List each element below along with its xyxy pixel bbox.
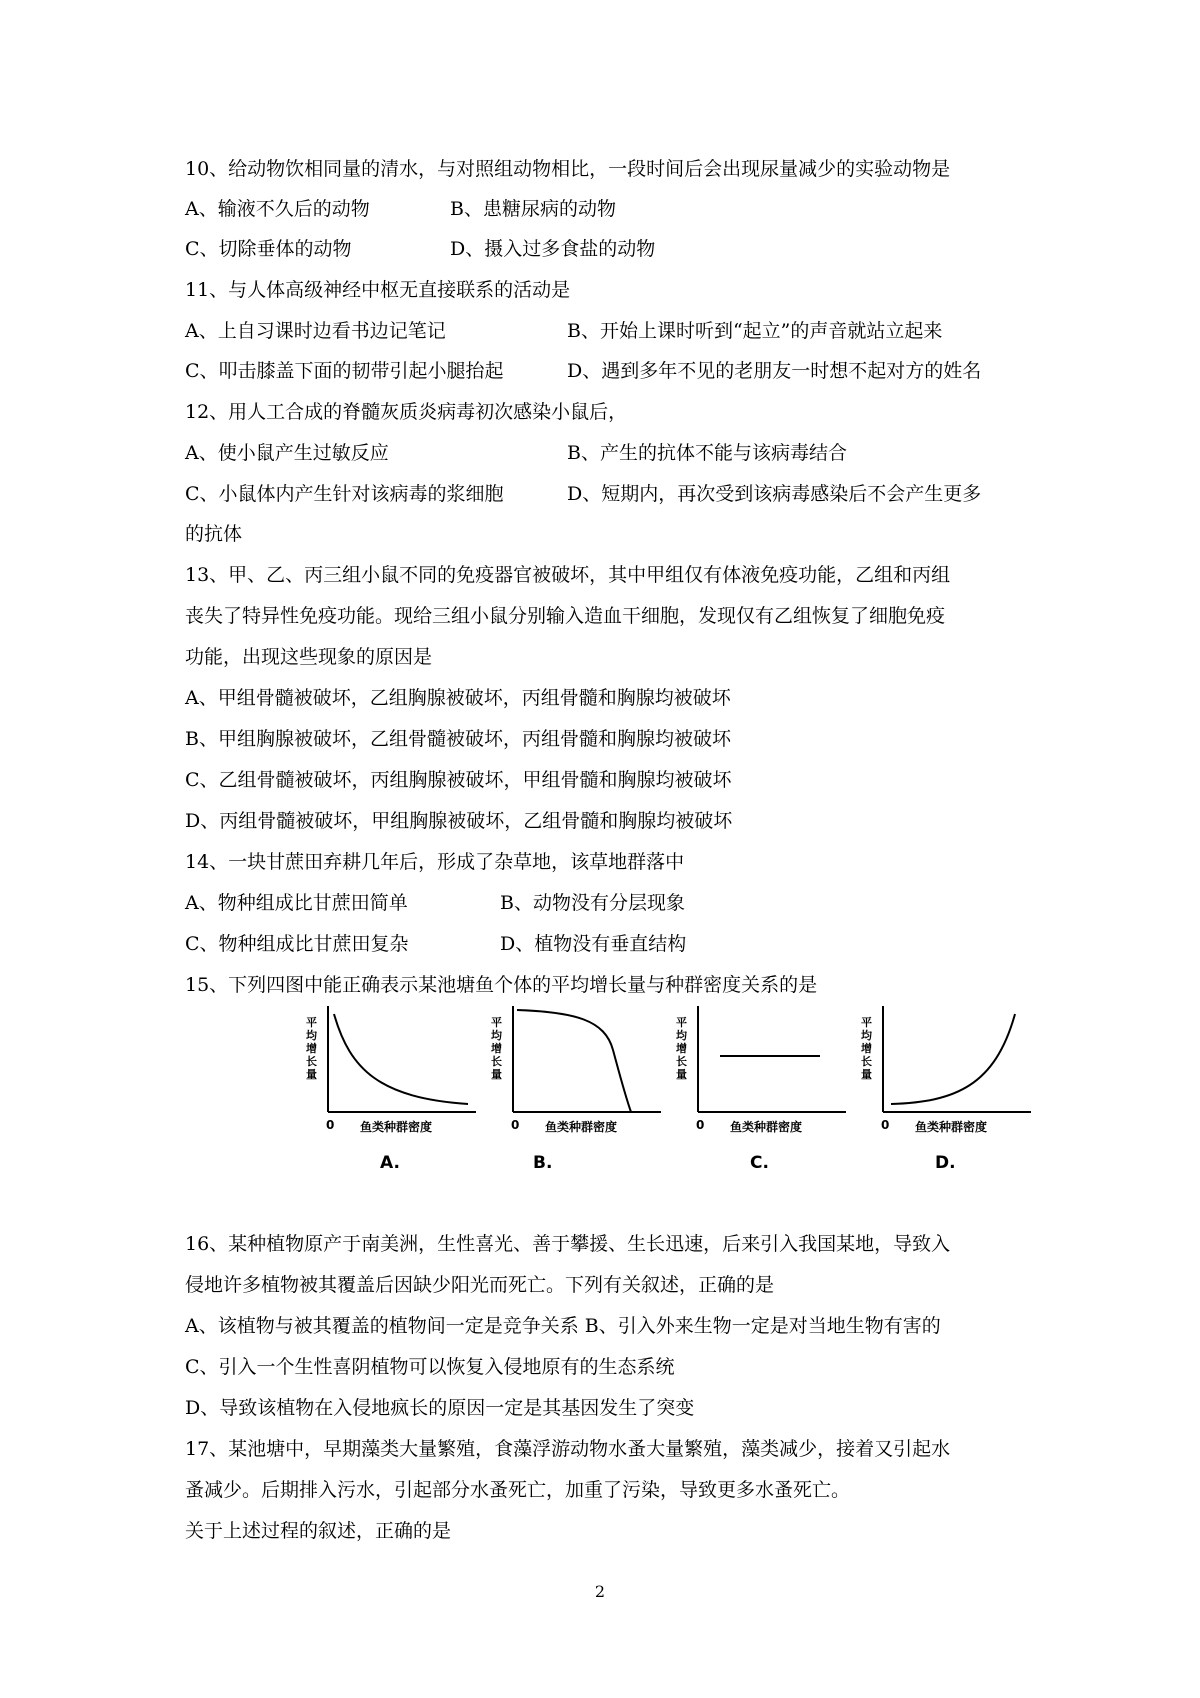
q14-option-d: D、植物没有垂直结构	[500, 933, 687, 955]
q13-stem-line1: 13、甲、乙、丙三组小鼠不同的免疫器官被破坏，其中甲组仅有体液免疫功能，乙组和丙组	[185, 564, 951, 586]
q11-option-d: D、遇到多年不见的老朋友一时想不起对方的姓名	[567, 360, 982, 382]
graph-d-curve	[891, 1014, 1015, 1104]
graph-d-label: D.	[935, 1153, 956, 1173]
q15-graphs	[300, 1000, 1060, 1190]
q13-option-b: B、甲组胸腺被破坏，乙组骨髓被破坏，丙组骨髓和胸腺均被破坏	[185, 728, 731, 750]
q16-options-ab: A、该植物与被其覆盖的植物间一定是竞争关系 B、引入外来生物一定是对当地生物有害的	[185, 1315, 941, 1337]
graph-b-xlabel: 鱼类种群密度	[545, 1120, 618, 1134]
q11-stem: 11、与人体高级神经中枢无直接联系的活动是	[185, 279, 571, 301]
q10-option-d: D、摄入过多食盐的动物	[450, 238, 656, 260]
q16-stem-line2: 侵地许多植物被其覆盖后因缺少阳光而死亡。下列有关叙述，正确的是	[185, 1274, 775, 1296]
graph-a-xlabel: 鱼类种群密度	[360, 1120, 433, 1134]
q12-option-d-continued: 的抗体	[185, 523, 243, 545]
graph-b-origin: 0	[511, 1118, 520, 1132]
q13-stem-line3: 功能，出现这些现象的原因是	[185, 646, 433, 668]
graph-c-origin: 0	[696, 1118, 705, 1132]
graph-c-ylabel: 平均增长量	[676, 1016, 687, 1081]
graph-c-label: C.	[750, 1153, 769, 1173]
graph-d-ylabel: 平均增长量	[861, 1016, 872, 1081]
q11-option-c: C、叩击膝盖下面的韧带引起小腿抬起	[185, 360, 504, 382]
q10-option-c: C、切除垂体的动物	[185, 238, 352, 260]
q17-stem-line1: 17、某池塘中，早期藻类大量繁殖，食藻浮游动物水蚤大量繁殖，藻类减少，接着又引起水	[185, 1438, 951, 1460]
q17-stem-line3: 关于上述过程的叙述，正确的是	[185, 1520, 452, 1542]
q14-option-a: A、物种组成比甘蔗田简单	[185, 892, 408, 914]
q12-option-d: D、短期内，再次受到该病毒感染后不会产生更多	[567, 483, 982, 505]
q11-option-a: A、上自习课时边看书边记笔记	[185, 320, 446, 342]
q14-option-b: B、动物没有分层现象	[500, 892, 685, 914]
q11-option-b: B、开始上课时听到“起立”的声音就站立起来	[567, 320, 943, 342]
graph-a	[300, 1000, 480, 1190]
graph-c	[670, 1000, 850, 1190]
q13-option-c: C、乙组骨髓被破坏，丙组胸腺被破坏，甲组骨髓和胸腺均被破坏	[185, 769, 732, 791]
graph-d-origin: 0	[881, 1118, 890, 1132]
q10-option-a: A、输液不久后的动物	[185, 198, 370, 220]
q17-stem-line2: 蚤减少。后期排入污水，引起部分水蚤死亡，加重了污染，导致更多水蚤死亡。	[185, 1479, 851, 1501]
graph-a-origin: 0	[326, 1118, 335, 1132]
q16-stem-line1: 16、某种植物原产于南美洲，生性喜光、善于攀援、生长迅速，后来引入我国某地，导致入	[185, 1233, 951, 1255]
q12-option-b: B、产生的抗体不能与该病毒结合	[567, 442, 847, 464]
graph-b-label: B.	[533, 1153, 553, 1173]
q13-option-d: D、丙组骨髓被破坏，甲组胸腺被破坏，乙组骨髓和胸腺均被破坏	[185, 810, 733, 832]
q12-option-c: C、小鼠体内产生针对该病毒的浆细胞	[185, 483, 504, 505]
graph-d-xlabel: 鱼类种群密度	[915, 1120, 988, 1134]
graph-b	[485, 1000, 665, 1190]
q13-stem-line2: 丧失了特异性免疫功能。现给三组小鼠分别输入造血干细胞，发现仅有乙组恢复了细胞免疫	[185, 605, 946, 627]
q12-stem: 12、用人工合成的脊髓灰质炎病毒初次感染小鼠后，	[185, 401, 628, 423]
q12-option-a: A、使小鼠产生过敏反应	[185, 442, 389, 464]
graph-a-ylabel: 平均增长量	[306, 1016, 317, 1081]
graph-c-xlabel: 鱼类种群密度	[730, 1120, 803, 1134]
q16-option-d: D、导致该植物在入侵地疯长的原因一定是其基因发生了突变	[185, 1397, 695, 1419]
graph-b-ylabel: 平均增长量	[491, 1016, 502, 1081]
graph-d	[855, 1000, 1035, 1190]
q14-stem: 14、一块甘蔗田弃耕几年后，形成了杂草地，该草地群落中	[185, 851, 685, 873]
q15-stem: 15、下列四图中能正确表示某池塘鱼个体的平均增长量与种群密度关系的是	[185, 974, 818, 996]
q14-option-c: C、物种组成比甘蔗田复杂	[185, 933, 409, 955]
graph-a-curve	[334, 1014, 468, 1104]
page-number: 2	[594, 1582, 606, 1601]
q10-option-b: B、患糖尿病的动物	[450, 198, 616, 220]
graph-a-label: A.	[380, 1153, 400, 1173]
q13-option-a: A、甲组骨髓被破坏，乙组胸腺被破坏，丙组骨髓和胸腺均被破坏	[185, 687, 731, 709]
q16-option-c: C、引入一个生性喜阴植物可以恢复入侵地原有的生态系统	[185, 1356, 675, 1378]
q10-stem: 10、给动物饮相同量的清水，与对照组动物相比，一段时间后会出现尿量减少的实验动物是	[185, 158, 951, 180]
graph-b-curve	[517, 1010, 631, 1112]
